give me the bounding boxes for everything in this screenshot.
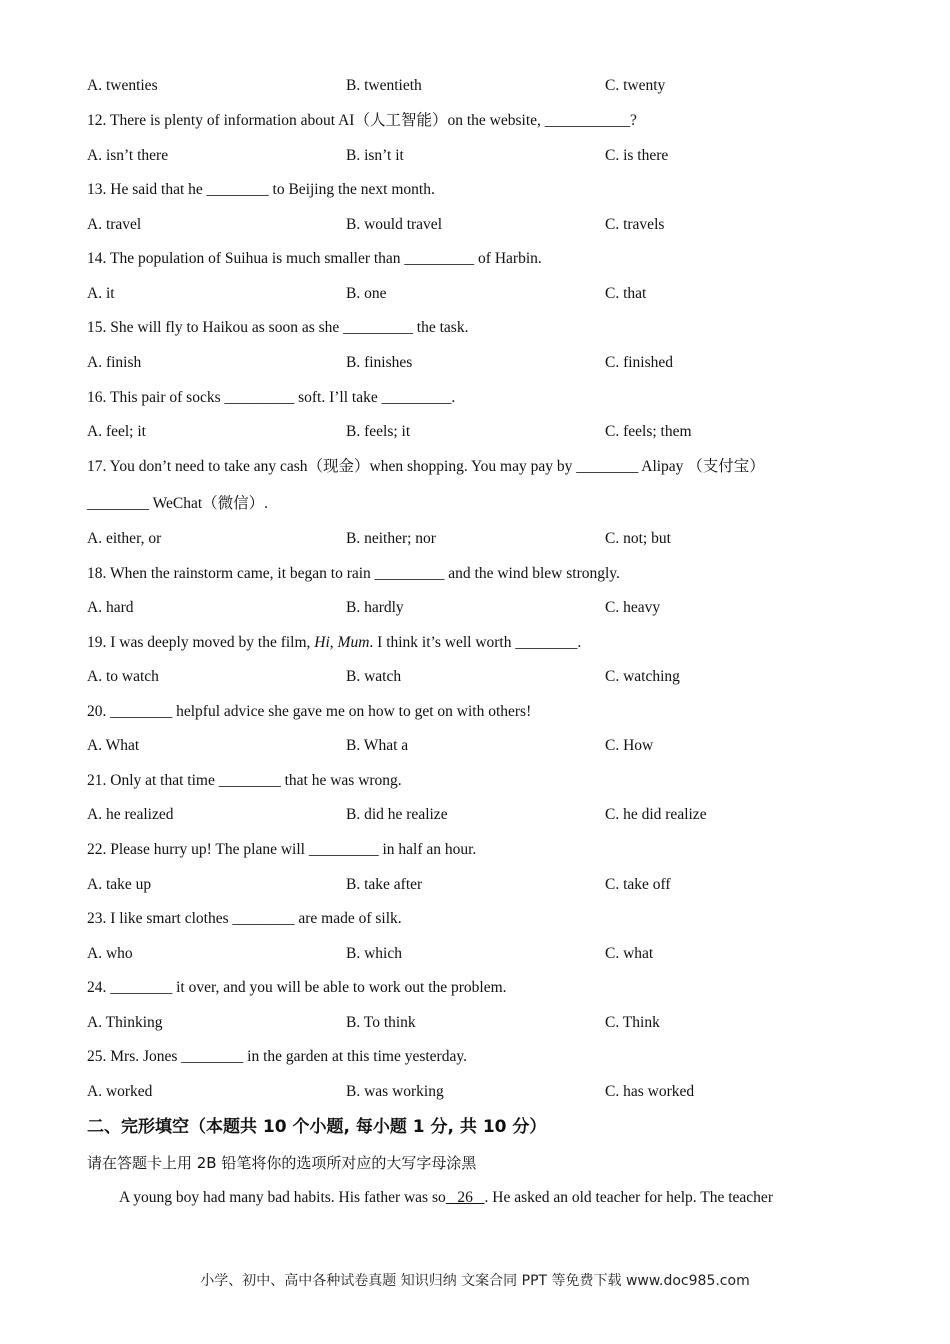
option-a: A. he realized (87, 806, 174, 823)
options-row-12 (87, 146, 887, 166)
option-a: A. feel; it (87, 423, 146, 440)
option-a: A. take up (87, 876, 152, 893)
page-footer: 小学、初中、高中各种试卷真题 知识归纳 文案合同 PPT 等免费下载 www.doc985.com (200, 1273, 750, 1289)
option-c: C. heavy (605, 599, 661, 616)
option-c: C. How (605, 737, 654, 754)
option-a: A. to watch (87, 668, 159, 685)
option-b: B. which (346, 945, 402, 962)
option-c: C. travels (605, 216, 665, 233)
option-c: C. watching (605, 668, 680, 685)
option-c: C. twenty (605, 77, 666, 94)
section-instruction: 请在答题卡上用 2B 铅笔将你的选项所对应的大写字母涂黑 (87, 1154, 477, 1172)
option-c: C. take off (605, 876, 671, 893)
option-c: C. is there (605, 147, 669, 164)
option-b: B. hardly (346, 599, 404, 616)
option-a: A. travel (87, 216, 142, 233)
option-b: B. To think (346, 1014, 416, 1031)
question-18: 18. When the rainstorm came, it began to rain _________ and the wind blew strongly. (87, 565, 620, 582)
passage-text-end: . He asked an old teacher for help. The teacher (484, 1189, 773, 1206)
options-row-19 (87, 667, 887, 687)
question-23: 23. I like smart clothes ________ are made of silk. (87, 910, 402, 927)
option-c: C. Think (605, 1014, 660, 1031)
question-13: 13. He said that he ________ to Beijing the next month. (87, 181, 435, 198)
question-16: 16. This pair of socks _________ soft. I’ll take _________. (87, 389, 456, 406)
options-row-13 (87, 215, 887, 235)
option-b: B. isn’t it (346, 147, 404, 164)
options-row-16 (87, 422, 887, 442)
option-b: B. neither; nor (346, 530, 436, 547)
option-c: C. what (605, 945, 654, 962)
question-15: 15. She will fly to Haikou as soon as she _________ the task. (87, 319, 469, 336)
blank-26: 26 (445, 1189, 485, 1206)
options-row-25 (87, 1082, 887, 1102)
question-22: 22. Please hurry up! The plane will _________ in half an hour. (87, 841, 477, 858)
options-row-24 (87, 1013, 887, 1033)
question-14: 14. The population of Suihua is much smaller than _________ of Harbin. (87, 250, 542, 267)
options-row-23 (87, 944, 887, 964)
question-19-text-start: 19. I was deeply moved by the film, (87, 634, 315, 651)
options-row-11 (87, 76, 887, 96)
question-21: 21. Only at that time ________ that he was wrong. (87, 772, 402, 789)
option-a: A. twenties (87, 77, 158, 94)
option-c: C. that (605, 285, 647, 302)
option-b: B. twentieth (346, 77, 422, 94)
option-b: B. finishes (346, 354, 413, 371)
option-a: A. hard (87, 599, 134, 616)
option-a: A. who (87, 945, 133, 962)
question-20: 20. ________ helpful advice she gave me on how to get on with others! (87, 703, 532, 720)
question-17-continued: ________ WeChat（微信）. (87, 495, 269, 512)
question-17: 17. You don’t need to take any cash（现金）when shopping. You may pay by ________ Alipay （支付宝） (87, 458, 765, 475)
option-a: A. isn’t there (87, 147, 169, 164)
passage-text-start: A young boy had many bad habits. His father was so (119, 1189, 446, 1206)
option-a: A. worked (87, 1083, 153, 1100)
option-b: B. feels; it (346, 423, 411, 440)
film-title: Hi, Mum (314, 634, 370, 651)
option-c: C. he did realize (605, 806, 707, 823)
section-heading: 二、完形填空（本题共 10 个小题, 每小题 1 分, 共 10 分） (87, 1117, 547, 1137)
option-c: C. feels; them (605, 423, 692, 440)
option-b: B. one (346, 285, 387, 302)
option-c: C. not; but (605, 530, 671, 547)
option-b: B. would travel (346, 216, 442, 233)
options-row-20 (87, 736, 887, 756)
question-19-text-end: . I think it’s well worth ________. (369, 634, 582, 651)
option-c: C. has worked (605, 1083, 695, 1100)
question-25: 25. Mrs. Jones ________ in the garden at this time yesterday. (87, 1048, 467, 1065)
option-a: A. either, or (87, 530, 162, 547)
cloze-passage (119, 1188, 773, 1208)
option-a: A. finish (87, 354, 142, 371)
option-c: C. finished (605, 354, 674, 371)
option-b: B. What a (346, 737, 409, 754)
option-a: A. What (87, 737, 140, 754)
options-row-18 (87, 598, 887, 618)
question-24: 24. ________ it over, and you will be able to work out the problem. (87, 979, 507, 996)
options-row-14 (87, 284, 887, 304)
options-row-22 (87, 875, 887, 895)
option-b: B. watch (346, 668, 402, 685)
option-b: B. was working (346, 1083, 444, 1100)
option-b: B. did he realize (346, 806, 448, 823)
option-a: A. it (87, 285, 115, 302)
option-b: B. take after (346, 876, 423, 893)
question-12: 12. There is plenty of information about AI（人工智能）on the website, ___________? (87, 112, 637, 129)
options-row-15 (87, 353, 887, 373)
question-19 (87, 633, 581, 653)
options-row-17 (87, 529, 887, 549)
option-a: A. Thinking (87, 1014, 163, 1031)
options-row-21 (87, 805, 887, 825)
